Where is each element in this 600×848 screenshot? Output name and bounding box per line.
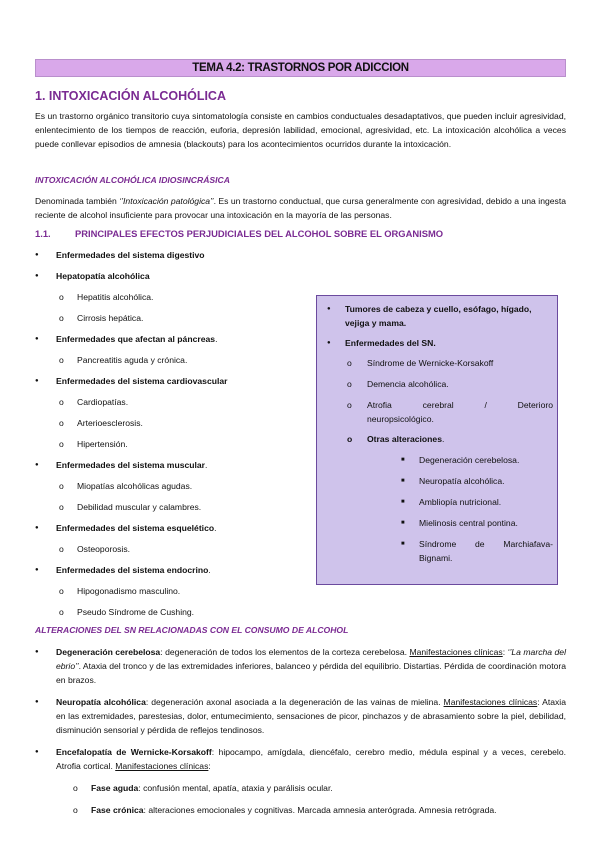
sub-item: o Arterioesclerosis. [35, 416, 305, 437]
sub-item: o Pseudo Síndrome de Cushing. [35, 605, 305, 626]
sub-item: o Hipertensión. [35, 437, 305, 458]
box-square-item: ■ Neuropatía alcohólica. [325, 474, 553, 488]
alteraciones-list [35, 645, 566, 817]
sub-item: o Hipogonadismo masculino. [35, 584, 305, 605]
box-sub-item-atrofia: o Atrofia cerebral / Deterioro neuropsicológico. [325, 398, 553, 426]
box-square-item: ■ Ambliopía nutricional. [325, 495, 553, 509]
list-item: ● Hepatopatía alcohólica [35, 269, 305, 290]
subsection-heading: 1.1. PRINCIPALES EFECTOS PERJUDICIALES DEL ALCOHOL SOBRE EL ORGANISMO [35, 228, 444, 239]
sub-item: o Cardiopatías. [35, 395, 305, 416]
sub-item: o Cirrosis hepática. [35, 311, 305, 332]
box-item-sn: ● Enfermedades del SN. [325, 336, 553, 350]
intro-paragraph: Es un trastorno orgánico transitorio cuya sintomatología consiste en cambios conductuales desadaptativos, que pueden incluir agresividad, enlentecimiento de los tiempos de reacción, euforia, depresión labilidad, emocional, agresividad, etc. La intoxicación alcohólica a veces puede conllevar episodios de amnesia (blackouts) para los acontecimientos ocurridos durante la intoxicación. [35, 111, 566, 149]
box-square-item: ■ Degeneración cerebelosa. [325, 453, 553, 467]
list-item: ● Enfermedades del sistema muscular. [35, 458, 305, 479]
list-item: ● Enfermedades del sistema cardiovascular [35, 374, 305, 395]
alteracion-item-degeneracion: ● Degeneración cerebelosa: degeneración de todos los elementos de la corteza cerebelosa. Manifestaciones clínicas: ‘’La marcha del ebrio’’. Ataxia del tronco y de las extremidades inferiores, balanceo y pérdida del equilibrio. Distartias. Pérdida de coordinación motora en brazos. [35, 645, 566, 687]
list-item: ● Enfermedades del sistema endocrino. [35, 563, 305, 584]
box-square-item: ■ Mielinosis central pontina. [325, 516, 553, 530]
box-sub-item: o Síndrome de Wernicke-Korsakoff [325, 356, 553, 370]
sub-heading: INTOXICACIÓN ALCOHÓLICA IDIOSINCRÁSICA [35, 175, 230, 185]
box-sub-item-otras: o Otras alteraciones. [325, 432, 553, 446]
sub-item: o Debilidad muscular y calambres. [35, 500, 305, 521]
alteraciones-heading: ALTERACIONES DEL SN RELACIONADAS CON EL CONSUMO DE ALCOHOL [35, 625, 349, 635]
box-square-item-marchiafava: ■ Síndrome de Marchiafava- Bignami. [325, 537, 553, 565]
sub-item: o Miopatías alcohólicas agudas. [35, 479, 305, 500]
list-item: ● Enfermedades del sistema digestivo [35, 248, 305, 269]
idiosyncratic-paragraph: Denominada también ‘’Intoxicación patológica’’. Es un trastorno conductual, que cursa generalmente con agresividad, debido a una ingesta reciente de alcohol insuficiente para provocar una intoxicación en la mayoría de las personas. [35, 196, 566, 220]
alteracion-item-encefalopatia: ● Encefalopatía de Wernicke-Korsakoff: hipocampo, amígdala, diencéfalo, cerebro medio, médula espinal y a veces, cerebelo. Atrofia cortical. Manifestaciones clínicas: [35, 745, 566, 773]
list-item: ● Enfermedades que afectan al páncreas. [35, 332, 305, 353]
box-sub-item: o Demencia alcohólica. [325, 377, 553, 391]
document-title: TEMA 4.2: TRASTORNOS POR ADICCION [35, 59, 566, 77]
effects-list [35, 248, 305, 626]
section-heading: 1. INTOXICACIÓN ALCOHÓLICA [35, 89, 226, 103]
sub-item: o Pancreatitis aguda y crónica. [35, 353, 305, 374]
box-item-tumores: ● Tumores de cabeza y cuello, esófago, hígado, vejiga y mama. [325, 302, 553, 330]
sub-item: o Hepatitis alcohólica. [35, 290, 305, 311]
highlight-box [316, 295, 558, 585]
fase-cronica-item: o Fase crónica: alteraciones emocionales y cognitivas. Marcada amnesia anterógrada. Amnesia retrógrada. [35, 803, 566, 817]
alteracion-item-neuropatia: ● Neuropatía alcohólica: degeneración axonal asociada a la degeneración de las vainas de mielina. Manifestaciones clínicas: Ataxia en las extremidades, parestesias, dolor, entumecimiento, sensaciones de picor, pinchazos y de abrasamiento sobre la piel, debilidad, disminución sensorial y pérdida de reflejos tendinosos. [35, 695, 566, 737]
list-item: ● Enfermedades del sistema esquelético. [35, 521, 305, 542]
fase-aguda-item: o Fase aguda: confusión mental, apatía, ataxia y parálisis ocular. [35, 781, 566, 795]
sub-item: o Osteoporosis. [35, 542, 305, 563]
